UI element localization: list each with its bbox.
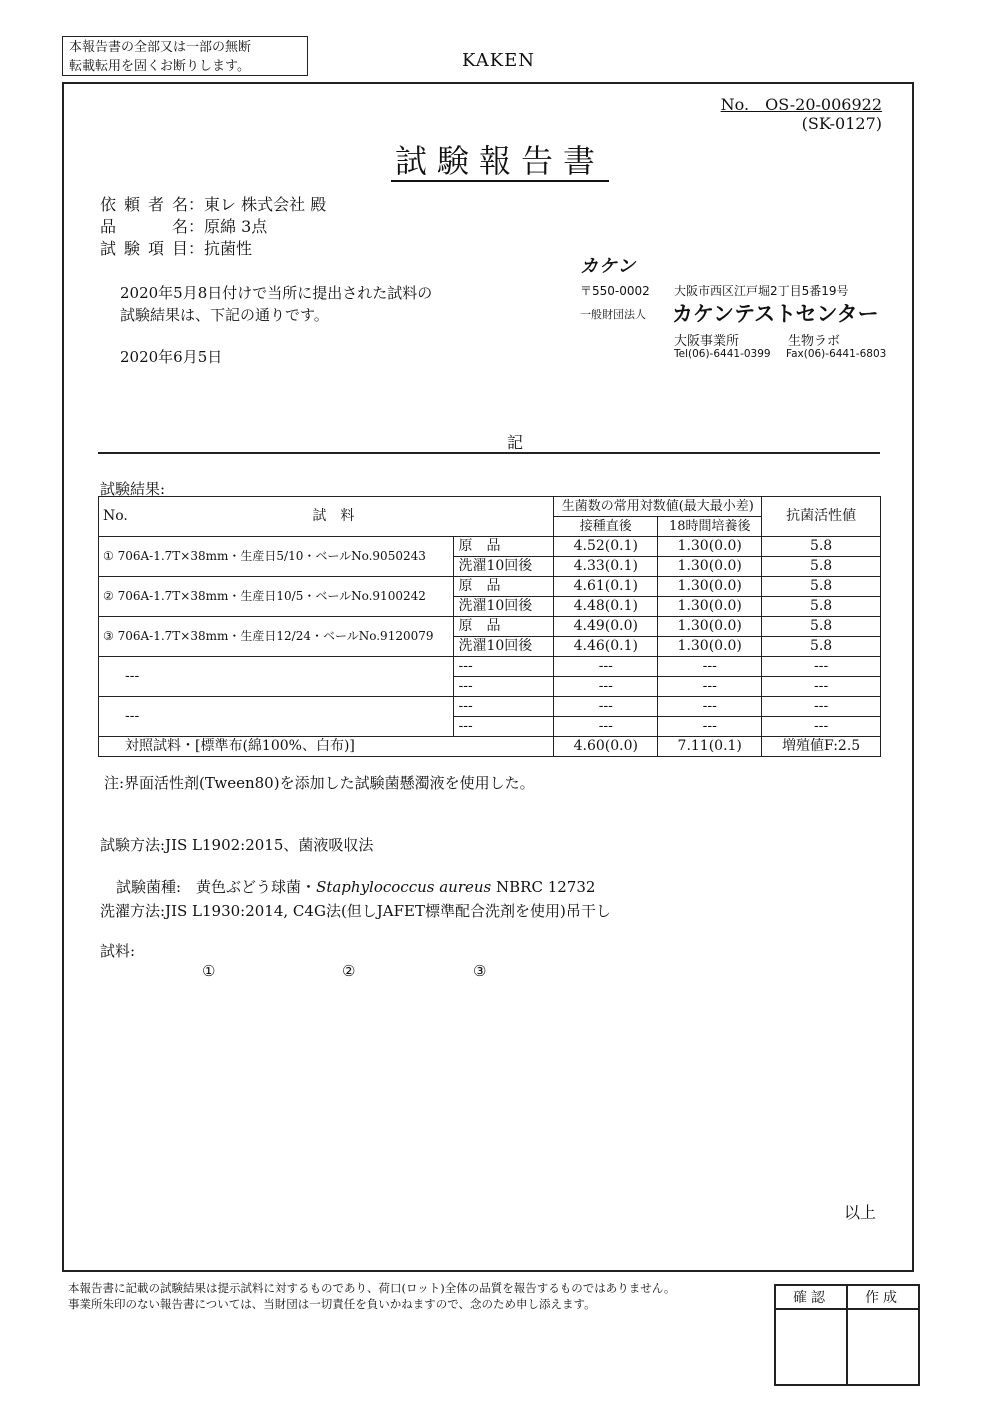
issuer-logo: カケン — [580, 256, 637, 277]
field-value: 東レ 株式会社 殿 — [204, 195, 327, 214]
header-activity: 抗菌活性値 — [762, 497, 881, 537]
issuer-lab: 生物ラボ — [788, 334, 841, 349]
inoc-cell: 4.61(0.1) — [554, 577, 658, 597]
inoc-cell: --- — [554, 717, 658, 737]
footer-line-2: 事業所朱印のない報告書については、当財団は一切責任を負いかねますので、念のため申し添えます。 — [68, 1297, 596, 1311]
field-label: 試験項目 — [100, 239, 188, 258]
sample-cell — [99, 617, 454, 657]
incub-cell: 1.30(0.0) — [658, 557, 762, 577]
cond-cell: --- — [454, 677, 554, 697]
inoc-cell: --- — [554, 657, 658, 677]
page-title — [0, 136, 1000, 182]
header-inoculation: 接種直後 — [554, 517, 658, 537]
sample-mark-3: ③ — [473, 962, 487, 980]
test-method: 試験方法:JIS L1902:2015、菌液吸収法 — [100, 836, 374, 854]
header-group: 生菌数の常用対数値(最大最小差) — [554, 497, 762, 517]
wash-method: 洗濯方法:JIS L1930:2014, C4G法(但しJAFET標準配合洗剤を使用)吊干し — [100, 902, 611, 920]
divider-rule — [98, 452, 880, 454]
activity-cell: 5.8 — [762, 597, 881, 617]
issuer-address: 大阪市西区江戸堀2丁目5番19号 — [674, 284, 849, 298]
cond-cell: --- — [454, 657, 554, 677]
control-incub: 7.11(0.1) — [658, 737, 762, 757]
field-sep: ： — [188, 239, 205, 258]
brand-header: KAKEN — [462, 50, 536, 71]
notice-line-2: 転載転用を固くお断りします。 — [69, 59, 250, 74]
stamp-create-area — [847, 1309, 919, 1385]
activity-cell: --- — [762, 697, 881, 717]
inoc-cell: 4.48(0.1) — [554, 597, 658, 617]
table-row — [99, 657, 881, 677]
cond-cell: 洗濯10回後 — [454, 557, 554, 577]
report-number: No. OS-20-006922 — [720, 95, 882, 114]
sample-mark: ③ — [103, 629, 114, 643]
incub-cell: --- — [658, 657, 762, 677]
approval-stamp-box — [774, 1284, 920, 1386]
cond-cell: --- — [454, 717, 554, 737]
activity-cell: 5.8 — [762, 637, 881, 657]
field-value: 抗菌性 — [204, 239, 253, 258]
issuer-fax: Fax(06)-6441-6803 — [786, 348, 887, 360]
sk-code: (SK-0127) — [801, 114, 882, 133]
title-text: 試験報告書 — [391, 142, 609, 182]
inoc-cell: 4.46(0.1) — [554, 637, 658, 657]
control-inoc: 4.60(0.0) — [554, 737, 658, 757]
header-no-sample — [99, 497, 554, 537]
sample-cell — [99, 657, 454, 697]
sample-desc: --- — [125, 668, 140, 684]
cond-cell: 洗濯10回後 — [454, 597, 554, 617]
cond-cell: 原 品 — [454, 577, 554, 597]
field-product — [100, 214, 267, 237]
sample-mark-2: ② — [342, 962, 356, 980]
inoc-cell: 4.49(0.0) — [554, 617, 658, 637]
control-label: 対照試料・[標準布(綿100%、白布)] — [99, 737, 554, 757]
activity-cell: 5.8 — [762, 557, 881, 577]
cond-cell: 洗濯10回後 — [454, 637, 554, 657]
control-row — [99, 737, 881, 757]
incub-cell: 1.30(0.0) — [658, 537, 762, 557]
header-incubation: 18時間培養後 — [658, 517, 762, 537]
sample-desc: 706A-1.7T×38mm・生産日5/10・ベールNo.9050243 — [117, 549, 426, 563]
issuer-office: 大阪事業所 — [674, 334, 740, 349]
inoc-cell: 4.52(0.1) — [554, 537, 658, 557]
ki-heading: 記 — [506, 433, 523, 452]
stamp-confirm-area — [775, 1309, 847, 1385]
issuer-org-type: 一般財団法人 — [580, 308, 646, 321]
report-date: 2020年6月5日 — [120, 348, 223, 366]
copyright-notice — [62, 36, 308, 76]
cond-cell: 原 品 — [454, 537, 554, 557]
activity-cell: --- — [762, 677, 881, 697]
incub-cell: 1.30(0.0) — [658, 577, 762, 597]
field-requester — [100, 192, 326, 215]
inoc-cell: --- — [554, 697, 658, 717]
sample-desc: --- — [125, 708, 140, 724]
sample-desc: 706A-1.7T×38mm・生産日10/5・ベールNo.9100242 — [117, 589, 426, 603]
issuer-postal: 〒550-0002 — [580, 284, 650, 298]
incub-cell: 1.30(0.0) — [658, 597, 762, 617]
test-strain — [116, 876, 595, 897]
issuer-tel: Tel(06)-6441-0399 — [674, 348, 771, 360]
stamp-confirm-label: 確認 — [775, 1285, 847, 1309]
sample-label: 試料: — [100, 942, 136, 960]
field-value: 原綿 3点 — [204, 217, 268, 236]
incub-cell: --- — [658, 717, 762, 737]
inoc-cell: 4.33(0.1) — [554, 557, 658, 577]
sample-cell — [99, 577, 454, 617]
strain-name: Staphylococcus aureus — [316, 878, 492, 896]
incub-cell: --- — [658, 677, 762, 697]
footer-disclaimer — [68, 1280, 675, 1312]
field-label: 品名 — [100, 217, 188, 236]
incub-cell: 1.30(0.0) — [658, 637, 762, 657]
sample-mark: ① — [103, 549, 114, 563]
cond-cell: --- — [454, 697, 554, 717]
field-sep: ： — [188, 195, 205, 214]
incub-cell: 1.30(0.0) — [658, 617, 762, 637]
table-row — [99, 697, 881, 717]
intro-line-2: 試験結果は、下記の通りです。 — [120, 306, 329, 324]
sample-desc: 706A-1.7T×38mm・生産日12/24・ベールNo.9120079 — [117, 629, 434, 643]
field-label: 依頼者名 — [100, 195, 188, 214]
sample-mark: ② — [103, 589, 114, 603]
notice-line-1: 本報告書の全部又は一部の無断 — [69, 40, 252, 55]
intro-line-1: 2020年5月8日付けで当所に提出された試料の — [120, 284, 433, 302]
table-header-row — [99, 497, 881, 517]
strain-prefix: 試験菌種: 黄色ぶどう球菌・ — [116, 878, 317, 896]
activity-cell: --- — [762, 717, 881, 737]
cond-cell: 原 品 — [454, 617, 554, 637]
results-label: 試験結果: — [100, 480, 166, 498]
activity-cell: --- — [762, 657, 881, 677]
table-row — [99, 537, 881, 557]
table-note: 注:界面活性剤(Tween80)を添加した試験菌懸濁液を使用した。 — [104, 774, 535, 792]
sample-cell — [99, 697, 454, 737]
table-row — [99, 577, 881, 597]
strain-suffix: NBRC 12732 — [491, 878, 596, 896]
results-table — [98, 496, 881, 757]
sample-cell — [99, 537, 454, 577]
stamp-create-label: 作成 — [847, 1285, 919, 1309]
field-sep: ： — [188, 217, 205, 236]
field-test-item — [100, 236, 252, 259]
control-growth: 増殖値F:2.5 — [762, 737, 881, 757]
issuer-org-name: カケンテストセンター — [672, 302, 879, 326]
header-no: No. — [103, 508, 128, 524]
footer-line-1: 本報告書に記載の試験結果は提示試料に対するものであり、荷口(ロット)全体の品質を報告するものではありません。 — [68, 1281, 676, 1295]
activity-cell: 5.8 — [762, 537, 881, 557]
sample-mark-1: ① — [202, 962, 216, 980]
inoc-cell: --- — [554, 677, 658, 697]
table-row — [99, 617, 881, 637]
header-sample: 試 料 — [312, 508, 355, 524]
activity-cell: 5.8 — [762, 617, 881, 637]
incub-cell: --- — [658, 697, 762, 717]
activity-cell: 5.8 — [762, 577, 881, 597]
closing-mark: 以上 — [843, 1203, 876, 1222]
